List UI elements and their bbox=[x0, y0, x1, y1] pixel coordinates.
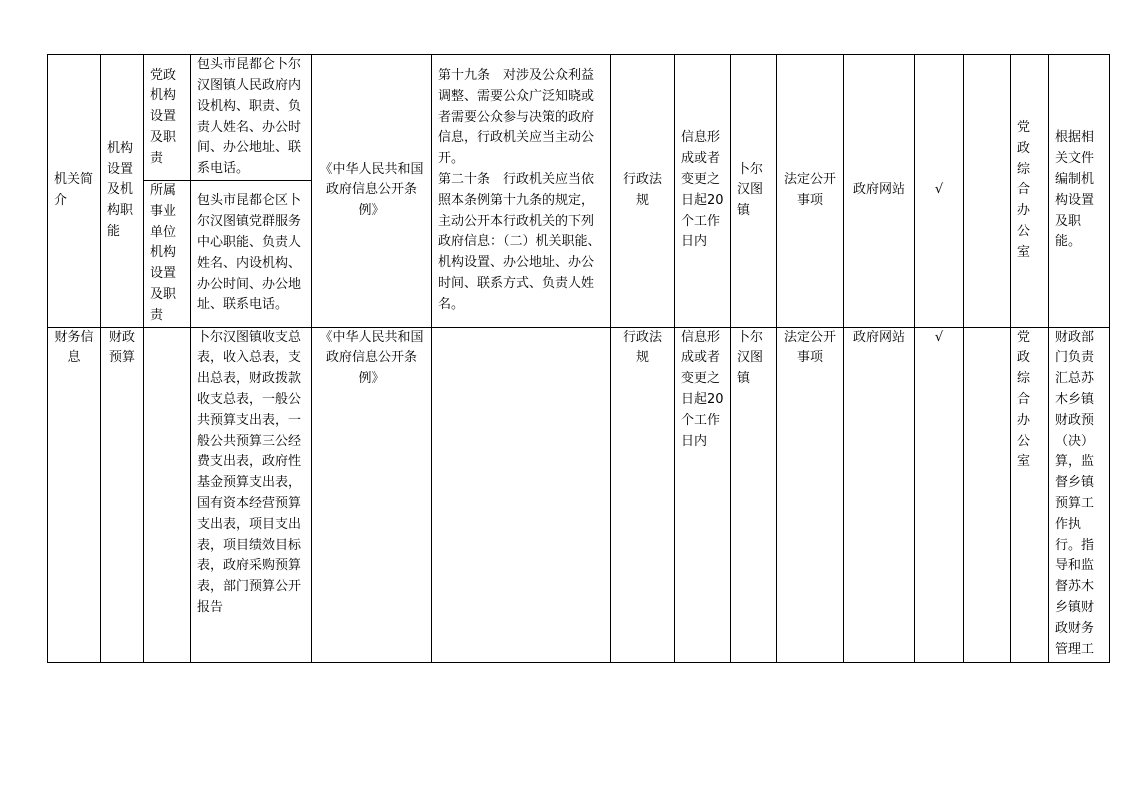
subject-cell: 卜尔汉图镇 bbox=[731, 55, 777, 328]
item-title-cell bbox=[144, 327, 191, 662]
subcategory-cell: 财政预算 bbox=[101, 327, 144, 662]
item-content-cell: 包头市昆都仑卜尔汉图镇人民政府内设机构、职责、负责人姓名、办公时间、办公地址、联系电话。 bbox=[191, 55, 312, 181]
scope-cell: 法定公开事项 bbox=[777, 55, 844, 328]
item-content-cell: 卜尔汉图镇收支总表，收入总表，支出总表，财政拨款收支总表，一般公共预算支出表，一般公共预算三公经费支出表，政府性基金预算支出表，国有资本经营预算支出表，项目支出表，项目绩效目标表，政府采购预算表，部门预算公开报告 bbox=[191, 327, 312, 662]
basis-article-20: 第二十条 行政机关应当依照本条例第十九条的规定，主动公开本行政机关的下列政府信息：（二）机关职能、机构设置、办公地址、办公时间、联系方式、负责人姓名。 bbox=[438, 171, 601, 312]
channel-cell: 政府网站 bbox=[844, 327, 915, 662]
item-title-cell: 所属事业单位机构设置及职责 bbox=[144, 181, 191, 328]
channel-cell: 政府网站 bbox=[844, 55, 915, 328]
empty-mark-cell bbox=[964, 55, 1011, 328]
basis-article-19: 第十九条 对涉及公众利益调整、需要公众广泛知晓或者需要公众参与决策的政府信息，行政机关应当主动公开。 bbox=[438, 68, 595, 167]
scope-cell: 法定公开事项 bbox=[777, 327, 844, 662]
basis-cell: 《中华人民共和国政府信息公开条例》 bbox=[312, 327, 432, 662]
subcategory-cell: 机构设置及机构职能 bbox=[101, 55, 144, 328]
remark-cell: 财政部门负责汇总苏木乡镇财政预（决）算，监督乡镇预算工作执行。指导和监督苏木乡镇财政财务管理工 bbox=[1049, 327, 1110, 662]
subject-cell: 卜尔汉图镇 bbox=[731, 327, 777, 662]
remark-cell: 根据相关文件编制机构设置及职能。 bbox=[1049, 55, 1110, 328]
basis-cell: 《中华人民共和国政府信息公开条例》 bbox=[312, 55, 432, 328]
item-content-cell: 包头市昆都仑区卜尔汉图镇党群服务中心职能、负责人姓名、内设机构、办公时间、办公地址、联系电话。 bbox=[191, 181, 312, 328]
basis-type-cell: 行政法规 bbox=[611, 55, 675, 328]
item-title-cell: 党政机构设置及职责 bbox=[144, 55, 191, 181]
basis-detail-cell bbox=[432, 55, 611, 328]
table-row bbox=[48, 327, 1110, 662]
basis-type-cell: 行政法规 bbox=[611, 327, 675, 662]
category-cell: 财务信息 bbox=[48, 327, 101, 662]
check-mark-cell: √ bbox=[915, 55, 964, 328]
check-mark-cell: √ bbox=[915, 327, 964, 662]
department-cell: 党政综合办公室 bbox=[1011, 327, 1049, 662]
time-limit-cell: 信息形成或者变更之日起20个工作日内 bbox=[675, 327, 731, 662]
category-cell: 机关简介 bbox=[48, 55, 101, 328]
table-row bbox=[48, 55, 1110, 181]
basis-detail-cell bbox=[432, 327, 611, 662]
empty-mark-cell bbox=[964, 327, 1011, 662]
department-cell: 党政综合办公室 bbox=[1011, 55, 1049, 328]
time-limit-cell: 信息形成或者变更之日起20个工作日内 bbox=[675, 55, 731, 328]
disclosure-table bbox=[47, 54, 1110, 663]
